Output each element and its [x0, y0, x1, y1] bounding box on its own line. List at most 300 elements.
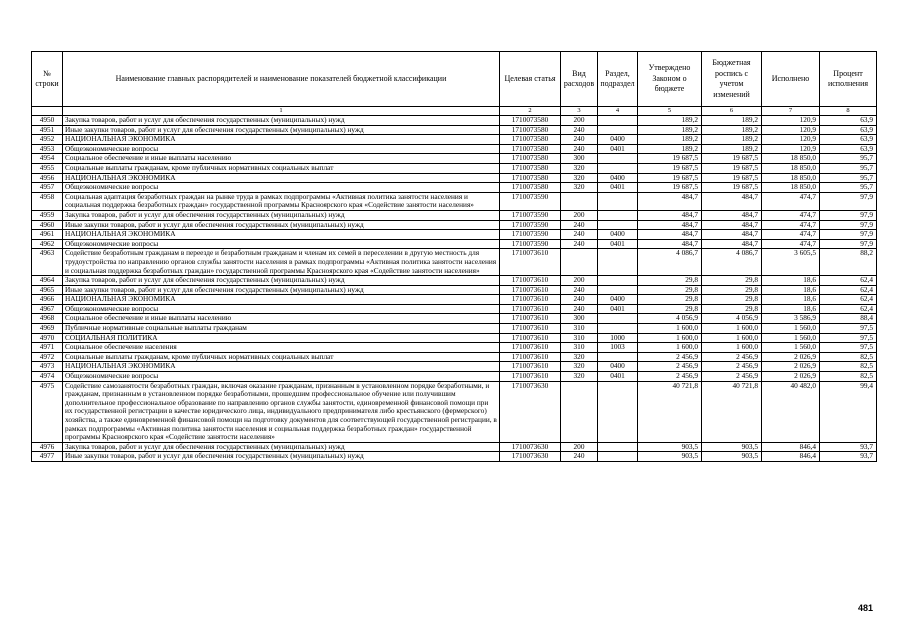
cell-section — [598, 324, 638, 334]
cell-executed: 474,7 — [762, 210, 820, 220]
cell-row-no: 4971 — [32, 343, 63, 353]
cell-row-no: 4968 — [32, 314, 63, 324]
cell-row-no: 4963 — [32, 249, 63, 276]
cell-percent: 62,4 — [820, 285, 877, 295]
cell-target: 1710073580 — [500, 144, 561, 154]
cell-type: 310 — [561, 343, 598, 353]
cell-type: 240 — [561, 452, 598, 462]
cell-approved: 484,7 — [638, 210, 702, 220]
cell-section: 0400 — [598, 135, 638, 145]
cell-target: 1710073580 — [500, 135, 561, 145]
cell-budget: 19 687,5 — [702, 173, 762, 183]
cell-budget: 484,7 — [702, 220, 762, 230]
cell-approved: 4 056,9 — [638, 314, 702, 324]
cell-percent: 95,7 — [820, 163, 877, 173]
cell-executed: 120,9 — [762, 125, 820, 135]
cell-name: НАЦИОНАЛЬНАЯ ЭКОНОМИКА — [63, 135, 500, 145]
cell-approved: 189,2 — [638, 144, 702, 154]
table-row — [32, 220, 877, 230]
cell-budget: 4 056,9 — [702, 314, 762, 324]
cell-executed: 1 560,0 — [762, 343, 820, 353]
cell-approved: 4 086,7 — [638, 249, 702, 276]
cell-percent: 97,9 — [820, 220, 877, 230]
cell-budget: 484,7 — [702, 230, 762, 240]
cell-row-no: 4974 — [32, 372, 63, 382]
cell-budget: 19 687,5 — [702, 183, 762, 193]
cell-target: 1710073610 — [500, 249, 561, 276]
table-row — [32, 183, 877, 193]
cell-section — [598, 452, 638, 462]
cell-section: 0401 — [598, 372, 638, 382]
cell-row-no: 4966 — [32, 295, 63, 305]
cell-name: Закупка товаров, работ и услуг для обеспечения государственных (муниципальных) нужд — [63, 442, 500, 452]
cell-approved: 484,7 — [638, 192, 702, 210]
cell-approved: 2 456,9 — [638, 362, 702, 372]
cell-section — [598, 192, 638, 210]
cell-name: Закупка товаров, работ и услуг для обеспечения государственных (муниципальных) нужд — [63, 210, 500, 220]
cell-section — [598, 220, 638, 230]
table-row — [32, 276, 877, 286]
cell-type: 320 — [561, 183, 598, 193]
cell-target: 1710073610 — [500, 362, 561, 372]
cell-name: Иные закупки товаров, работ и услуг для обеспечения государственных (муниципальных) нужд — [63, 452, 500, 462]
cell-executed: 2 026,9 — [762, 372, 820, 382]
cell-budget: 1 600,0 — [702, 324, 762, 334]
cell-section — [598, 285, 638, 295]
cell-section: 0400 — [598, 295, 638, 305]
cell-percent: 93,7 — [820, 452, 877, 462]
cell-type: 240 — [561, 295, 598, 305]
cell-name: Иные закупки товаров, работ и услуг для обеспечения государственных (муниципальных) нужд — [63, 285, 500, 295]
cell-percent: 63,9 — [820, 125, 877, 135]
cell-type: 200 — [561, 276, 598, 286]
cell-section — [598, 154, 638, 164]
cell-executed: 474,7 — [762, 239, 820, 249]
cell-target: 1710073580 — [500, 183, 561, 193]
cell-type: 200 — [561, 210, 598, 220]
cell-target: 1710073610 — [500, 285, 561, 295]
cell-approved: 19 687,5 — [638, 183, 702, 193]
table-row — [32, 452, 877, 462]
cell-row-no: 4951 — [32, 125, 63, 135]
cell-target: 1710073630 — [500, 452, 561, 462]
column-number: 2 — [500, 107, 561, 116]
cell-type: 240 — [561, 239, 598, 249]
cell-approved: 484,7 — [638, 220, 702, 230]
cell-row-no: 4975 — [32, 381, 63, 442]
cell-percent: 62,4 — [820, 304, 877, 314]
cell-row-no: 4961 — [32, 230, 63, 240]
cell-budget: 903,5 — [702, 442, 762, 452]
cell-row-no: 4970 — [32, 333, 63, 343]
cell-type — [561, 249, 598, 276]
cell-target: 1710073610 — [500, 324, 561, 334]
cell-target: 1710073630 — [500, 381, 561, 442]
column-number: 6 — [702, 107, 762, 116]
cell-executed: 18 850,0 — [762, 163, 820, 173]
cell-target: 1710073590 — [500, 192, 561, 210]
cell-type — [561, 192, 598, 210]
table-row — [32, 295, 877, 305]
cell-name: Социальное обеспечение и иные выплаты населению — [63, 314, 500, 324]
cell-section — [598, 314, 638, 324]
table-row — [32, 362, 877, 372]
cell-row-no: 4973 — [32, 362, 63, 372]
cell-type: 300 — [561, 154, 598, 164]
table-row — [32, 324, 877, 334]
table-row — [32, 249, 877, 276]
cell-budget: 29,8 — [702, 285, 762, 295]
cell-target: 1710073580 — [500, 163, 561, 173]
cell-approved: 903,5 — [638, 452, 702, 462]
table-body — [32, 116, 877, 462]
cell-row-no: 4957 — [32, 183, 63, 193]
column-number: 8 — [820, 107, 877, 116]
table-row — [32, 239, 877, 249]
cell-approved: 29,8 — [638, 276, 702, 286]
cell-section — [598, 249, 638, 276]
cell-executed: 3 586,9 — [762, 314, 820, 324]
cell-name: Социальное обеспечение населения — [63, 343, 500, 353]
column-number: 5 — [638, 107, 702, 116]
table-row — [32, 135, 877, 145]
cell-percent: 88,4 — [820, 314, 877, 324]
table-row — [32, 154, 877, 164]
cell-approved: 484,7 — [638, 239, 702, 249]
cell-section — [598, 210, 638, 220]
cell-approved: 19 687,5 — [638, 154, 702, 164]
cell-executed: 474,7 — [762, 192, 820, 210]
cell-budget: 2 456,9 — [702, 372, 762, 382]
cell-percent: 97,9 — [820, 239, 877, 249]
cell-section — [598, 276, 638, 286]
cell-executed: 3 605,5 — [762, 249, 820, 276]
cell-target: 1710073610 — [500, 343, 561, 353]
cell-type — [561, 381, 598, 442]
cell-section — [598, 352, 638, 362]
table-row — [32, 210, 877, 220]
table-row — [32, 192, 877, 210]
cell-approved: 29,8 — [638, 304, 702, 314]
table-row — [32, 442, 877, 452]
cell-section: 0400 — [598, 173, 638, 183]
cell-percent: 62,4 — [820, 295, 877, 305]
cell-percent: 82,5 — [820, 352, 877, 362]
cell-name: Общеэкономические вопросы — [63, 372, 500, 382]
cell-name: Общеэкономические вопросы — [63, 304, 500, 314]
cell-approved: 903,5 — [638, 442, 702, 452]
cell-executed: 18 850,0 — [762, 173, 820, 183]
cell-approved: 484,7 — [638, 230, 702, 240]
cell-approved: 29,8 — [638, 295, 702, 305]
cell-budget: 189,2 — [702, 125, 762, 135]
cell-row-no: 4969 — [32, 324, 63, 334]
cell-approved: 1 600,0 — [638, 333, 702, 343]
cell-section: 0400 — [598, 230, 638, 240]
cell-section: 1003 — [598, 343, 638, 353]
cell-budget: 29,8 — [702, 304, 762, 314]
cell-name: Общеэкономические вопросы — [63, 144, 500, 154]
cell-executed: 1 560,0 — [762, 333, 820, 343]
cell-target: 1710073590 — [500, 230, 561, 240]
cell-name: НАЦИОНАЛЬНАЯ ЭКОНОМИКА — [63, 295, 500, 305]
budget-table — [31, 51, 877, 462]
table-row — [32, 116, 877, 126]
cell-executed: 2 026,9 — [762, 352, 820, 362]
cell-approved: 189,2 — [638, 135, 702, 145]
cell-executed: 18 850,0 — [762, 154, 820, 164]
cell-row-no: 4964 — [32, 276, 63, 286]
table-row — [32, 285, 877, 295]
cell-budget: 903,5 — [702, 452, 762, 462]
header-row — [32, 52, 877, 107]
cell-type: 310 — [561, 333, 598, 343]
cell-executed: 474,7 — [762, 230, 820, 240]
cell-target: 1710073610 — [500, 276, 561, 286]
header-percent: Процент исполнения — [820, 52, 877, 107]
cell-budget: 19 687,5 — [702, 154, 762, 164]
table-row — [32, 352, 877, 362]
cell-section — [598, 163, 638, 173]
cell-percent: 62,4 — [820, 276, 877, 286]
cell-percent: 63,9 — [820, 116, 877, 126]
cell-budget: 40 721,8 — [702, 381, 762, 442]
cell-target: 1710073590 — [500, 210, 561, 220]
table-row — [32, 173, 877, 183]
cell-target: 1710073610 — [500, 333, 561, 343]
column-number-row — [32, 107, 877, 116]
cell-type: 310 — [561, 324, 598, 334]
cell-row-no: 4962 — [32, 239, 63, 249]
table-row — [32, 163, 877, 173]
cell-type: 240 — [561, 125, 598, 135]
cell-percent: 63,9 — [820, 144, 877, 154]
cell-name: Иные закупки товаров, работ и услуг для обеспечения государственных (муниципальных) нужд — [63, 220, 500, 230]
cell-name: СОЦИАЛЬНАЯ ПОЛИТИКА — [63, 333, 500, 343]
cell-type: 240 — [561, 144, 598, 154]
cell-name: Содействие самозанятости безработных граждан, включая оказание гражданам, признанным в установленном порядке безработными, и гражданам, признанным в установленном порядке безработными, прошедшим профессиональное обучение или получившим дополнительное профессиональное образование по направлению органов службы занятости, единовременной финансовой помощи при их государственной регистрации в качестве юридического лица, индивидуального предпринимателя либо крестьянского (фермерского) хозяйства, а также единовременной финансовой помощи на подготовку документов для соответствующей государственной регистрации, в рамках подпрограммы «Активная политика занятости населения и социальная поддержка безработных граждан» государственной программы Красноярского края «Содействие занятости населения» — [63, 381, 500, 442]
cell-name: НАЦИОНАЛЬНАЯ ЭКОНОМИКА — [63, 230, 500, 240]
cell-percent: 97,9 — [820, 192, 877, 210]
cell-section: 1000 — [598, 333, 638, 343]
cell-percent: 88,2 — [820, 249, 877, 276]
cell-target: 1710073610 — [500, 372, 561, 382]
header-target: Целевая статья — [500, 52, 561, 107]
cell-target: 1710073610 — [500, 295, 561, 305]
cell-executed: 2 026,9 — [762, 362, 820, 372]
cell-budget: 484,7 — [702, 210, 762, 220]
cell-target: 1710073610 — [500, 314, 561, 324]
cell-approved: 19 687,5 — [638, 173, 702, 183]
cell-type: 320 — [561, 352, 598, 362]
table-row — [32, 343, 877, 353]
cell-section — [598, 116, 638, 126]
cell-name: Закупка товаров, работ и услуг для обеспечения государственных (муниципальных) нужд — [63, 276, 500, 286]
cell-budget: 484,7 — [702, 192, 762, 210]
cell-row-no: 4976 — [32, 442, 63, 452]
column-number: 7 — [762, 107, 820, 116]
cell-percent: 95,7 — [820, 183, 877, 193]
cell-row-no: 4955 — [32, 163, 63, 173]
header-section: Раздел, подраздел — [598, 52, 638, 107]
cell-percent: 93,7 — [820, 442, 877, 452]
cell-percent: 95,7 — [820, 173, 877, 183]
cell-executed: 846,4 — [762, 442, 820, 452]
cell-target: 1710073580 — [500, 173, 561, 183]
cell-section: 0400 — [598, 362, 638, 372]
cell-executed: 120,9 — [762, 135, 820, 145]
header-row-no: № строки — [32, 52, 63, 107]
cell-target: 1710073580 — [500, 154, 561, 164]
cell-budget: 29,8 — [702, 295, 762, 305]
cell-budget: 189,2 — [702, 116, 762, 126]
cell-executed: 18,6 — [762, 285, 820, 295]
cell-type: 320 — [561, 163, 598, 173]
cell-name: Содействие безработным гражданам в переезде и безработным гражданам и членам их семей в переселении в другую местность для трудоустройства по направлению органов службы занятости населения в рамках подпрограммы «Активная политика занятости населения и социальная поддержка безработных граждан» государственной программы Красноярского края «Содействие занятости населения» — [63, 249, 500, 276]
cell-approved: 189,2 — [638, 125, 702, 135]
cell-executed: 18 850,0 — [762, 183, 820, 193]
cell-executed: 40 482,0 — [762, 381, 820, 442]
cell-target: 1710073590 — [500, 239, 561, 249]
cell-row-no: 4956 — [32, 173, 63, 183]
cell-name: Социальные выплаты гражданам, кроме публичных нормативных социальных выплат — [63, 352, 500, 362]
header-budget: Бюджетная роспись с учетом изменений — [702, 52, 762, 107]
cell-section — [598, 381, 638, 442]
cell-approved: 189,2 — [638, 116, 702, 126]
header-approved: Утверждено Законом о бюджете — [638, 52, 702, 107]
column-number: 3 — [561, 107, 598, 116]
cell-name: Закупка товаров, работ и услуг для обеспечения государственных (муниципальных) нужд — [63, 116, 500, 126]
cell-approved: 40 721,8 — [638, 381, 702, 442]
cell-percent: 97,9 — [820, 230, 877, 240]
cell-budget: 4 086,7 — [702, 249, 762, 276]
cell-section: 0401 — [598, 183, 638, 193]
cell-executed: 120,9 — [762, 144, 820, 154]
table-row — [32, 125, 877, 135]
cell-type: 320 — [561, 372, 598, 382]
table-row — [32, 230, 877, 240]
cell-type: 240 — [561, 285, 598, 295]
cell-percent: 97,5 — [820, 333, 877, 343]
cell-budget: 1 600,0 — [702, 333, 762, 343]
cell-budget: 484,7 — [702, 239, 762, 249]
cell-row-no: 4959 — [32, 210, 63, 220]
cell-budget: 1 600,0 — [702, 343, 762, 353]
cell-approved: 29,8 — [638, 285, 702, 295]
cell-type: 240 — [561, 230, 598, 240]
cell-executed: 1 560,0 — [762, 324, 820, 334]
column-number: 4 — [598, 107, 638, 116]
cell-budget: 2 456,9 — [702, 352, 762, 362]
cell-section — [598, 442, 638, 452]
cell-row-no: 4958 — [32, 192, 63, 210]
cell-section — [598, 125, 638, 135]
cell-percent: 82,5 — [820, 372, 877, 382]
cell-row-no: 4953 — [32, 144, 63, 154]
cell-name: Социальное обеспечение и иные выплаты населению — [63, 154, 500, 164]
cell-target: 1710073590 — [500, 220, 561, 230]
cell-row-no: 4972 — [32, 352, 63, 362]
table-row — [32, 144, 877, 154]
cell-approved: 1 600,0 — [638, 343, 702, 353]
column-number: 1 — [63, 107, 500, 116]
cell-budget: 29,8 — [702, 276, 762, 286]
cell-percent: 82,5 — [820, 362, 877, 372]
cell-target: 1710073610 — [500, 304, 561, 314]
cell-name: Общеэкономические вопросы — [63, 239, 500, 249]
table-row — [32, 314, 877, 324]
cell-row-no: 4954 — [32, 154, 63, 164]
column-number — [32, 107, 63, 116]
cell-name: Социальная адаптация безработных граждан на рынке труда в рамках подпрограммы «Активная политика занятости населения и социальная поддержка безработных граждан» государственной программы Красноярского края «Содействие занятости населения» — [63, 192, 500, 210]
cell-approved: 1 600,0 — [638, 324, 702, 334]
cell-type: 300 — [561, 314, 598, 324]
cell-target: 1710073630 — [500, 442, 561, 452]
cell-budget: 189,2 — [702, 144, 762, 154]
cell-budget: 2 456,9 — [702, 362, 762, 372]
cell-percent: 97,5 — [820, 343, 877, 353]
cell-approved: 2 456,9 — [638, 352, 702, 362]
cell-row-no: 4960 — [32, 220, 63, 230]
cell-row-no: 4965 — [32, 285, 63, 295]
cell-row-no: 4967 — [32, 304, 63, 314]
cell-type: 240 — [561, 304, 598, 314]
page-number: 481 — [858, 603, 874, 613]
cell-percent: 97,5 — [820, 324, 877, 334]
cell-row-no: 4950 — [32, 116, 63, 126]
cell-name: Социальные выплаты гражданам, кроме публичных нормативных социальных выплат — [63, 163, 500, 173]
cell-type: 320 — [561, 173, 598, 183]
cell-name: Публичные нормативные социальные выплаты гражданам — [63, 324, 500, 334]
cell-target: 1710073580 — [500, 116, 561, 126]
cell-name: НАЦИОНАЛЬНАЯ ЭКОНОМИКА — [63, 362, 500, 372]
cell-target: 1710073580 — [500, 125, 561, 135]
table-row — [32, 381, 877, 442]
cell-budget: 19 687,5 — [702, 163, 762, 173]
cell-type: 320 — [561, 362, 598, 372]
table-row — [32, 333, 877, 343]
header-executed: Исполнено — [762, 52, 820, 107]
header-type: Вид расходов — [561, 52, 598, 107]
cell-approved: 19 687,5 — [638, 163, 702, 173]
cell-name: Общеэкономические вопросы — [63, 183, 500, 193]
table-row — [32, 372, 877, 382]
cell-executed: 474,7 — [762, 220, 820, 230]
cell-executed: 846,4 — [762, 452, 820, 462]
cell-name: Иные закупки товаров, работ и услуг для обеспечения государственных (муниципальных) нужд — [63, 125, 500, 135]
cell-section: 0401 — [598, 239, 638, 249]
header-name: Наименование главных распорядителей и наименование показателей бюджетной классификации — [63, 52, 500, 107]
cell-executed: 18,6 — [762, 276, 820, 286]
cell-percent: 95,7 — [820, 154, 877, 164]
cell-section: 0401 — [598, 144, 638, 154]
cell-approved: 2 456,9 — [638, 372, 702, 382]
cell-row-no: 4977 — [32, 452, 63, 462]
cell-executed: 18,6 — [762, 304, 820, 314]
table-row — [32, 304, 877, 314]
cell-name: НАЦИОНАЛЬНАЯ ЭКОНОМИКА — [63, 173, 500, 183]
cell-section: 0401 — [598, 304, 638, 314]
cell-budget: 189,2 — [702, 135, 762, 145]
cell-executed: 120,9 — [762, 116, 820, 126]
cell-type: 240 — [561, 135, 598, 145]
cell-percent: 99,4 — [820, 381, 877, 442]
cell-type: 200 — [561, 442, 598, 452]
cell-target: 1710073610 — [500, 352, 561, 362]
cell-type: 240 — [561, 220, 598, 230]
cell-executed: 18,6 — [762, 295, 820, 305]
cell-percent: 97,9 — [820, 210, 877, 220]
